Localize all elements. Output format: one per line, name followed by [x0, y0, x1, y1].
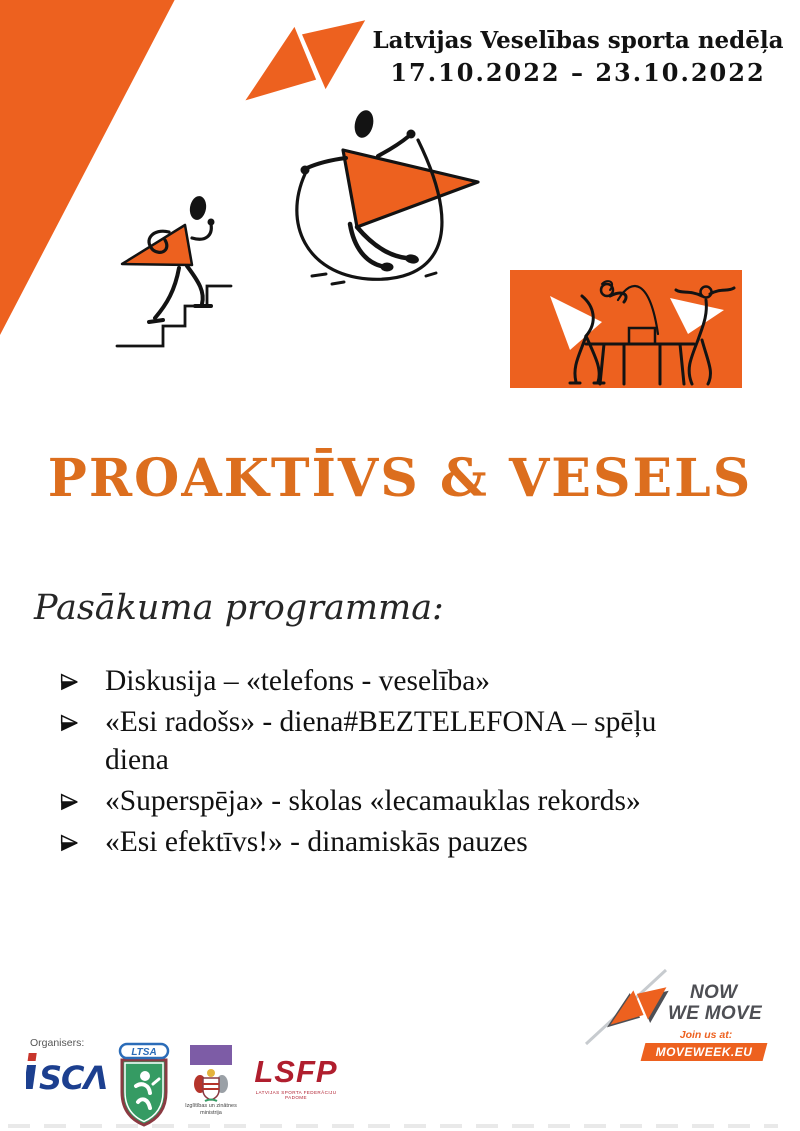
lsfp-caption: LATVIJAS SPORTA FEDERĀCIJU PADOME	[255, 1090, 337, 1100]
main-title: PROAKTĪVS & VESELS	[47, 448, 753, 509]
list-item-text: «Superspēja» - skolas «lecamauklas rekords»	[105, 785, 641, 817]
stair-climber-illustration	[105, 196, 305, 380]
ministry-caption	[176, 1103, 246, 1117]
nowwemove-logo-icon	[606, 976, 670, 1036]
list-item-text: «Esi efektīvs!» - dinamiskās pauzes	[105, 826, 528, 858]
program-heading: Pasākuma programma:	[34, 588, 444, 628]
isca-letters: SCΛ	[39, 1059, 108, 1093]
table-tennis-illustration	[510, 270, 742, 388]
lsfp-wordmark: LSFP	[254, 1054, 338, 1089]
ministry-caption-line2: ministrija	[200, 1110, 222, 1116]
nwm-line1: NOW	[690, 982, 738, 1003]
header	[360, 26, 796, 88]
list-item	[58, 823, 706, 861]
ltsa-banner-text: LTSA	[131, 1047, 157, 1058]
ltsa-logo	[112, 1042, 176, 1128]
list-item-text: «Esi radošs» - diena#BEZTELEFONA – spēļu diena	[105, 706, 657, 776]
event-logo-icon	[236, 6, 368, 110]
list-item	[58, 703, 706, 779]
ministry-coat-of-arms	[192, 1068, 230, 1102]
isca-logo	[26, 1051, 110, 1093]
moveweek-url: MOVEWEEK.EU	[655, 1045, 753, 1059]
moveweek-banner	[641, 1043, 768, 1061]
nwm-line2: WE MOVE	[668, 1003, 762, 1024]
nowwemove-wordmark	[668, 982, 768, 1024]
program-list	[58, 662, 706, 864]
event-dates: 17.10.2022 – 23.10.2022	[390, 58, 766, 87]
bullet-arrow-icon	[58, 832, 80, 854]
ministry-caption-line1: Izglītības un zinātnes	[185, 1103, 237, 1109]
bullet-arrow-icon	[58, 791, 80, 813]
cutoff-text-strip	[8, 1124, 778, 1128]
ministry-flag	[190, 1045, 232, 1065]
list-item	[58, 662, 706, 700]
organisers-label: Organisers:	[30, 1037, 85, 1049]
event-title: Latvijas Veselības sporta nedēļa	[372, 27, 784, 54]
list-item-text: Diskusija – «telefons - veselība»	[105, 665, 491, 697]
lsfp-logo	[250, 1056, 342, 1100]
list-item	[58, 782, 706, 820]
nwm-join-text: Join us at:	[679, 1029, 733, 1041]
rope-jumper-illustration	[278, 108, 483, 298]
bullet-arrow-icon	[58, 671, 80, 693]
bullet-arrow-icon	[58, 712, 80, 734]
